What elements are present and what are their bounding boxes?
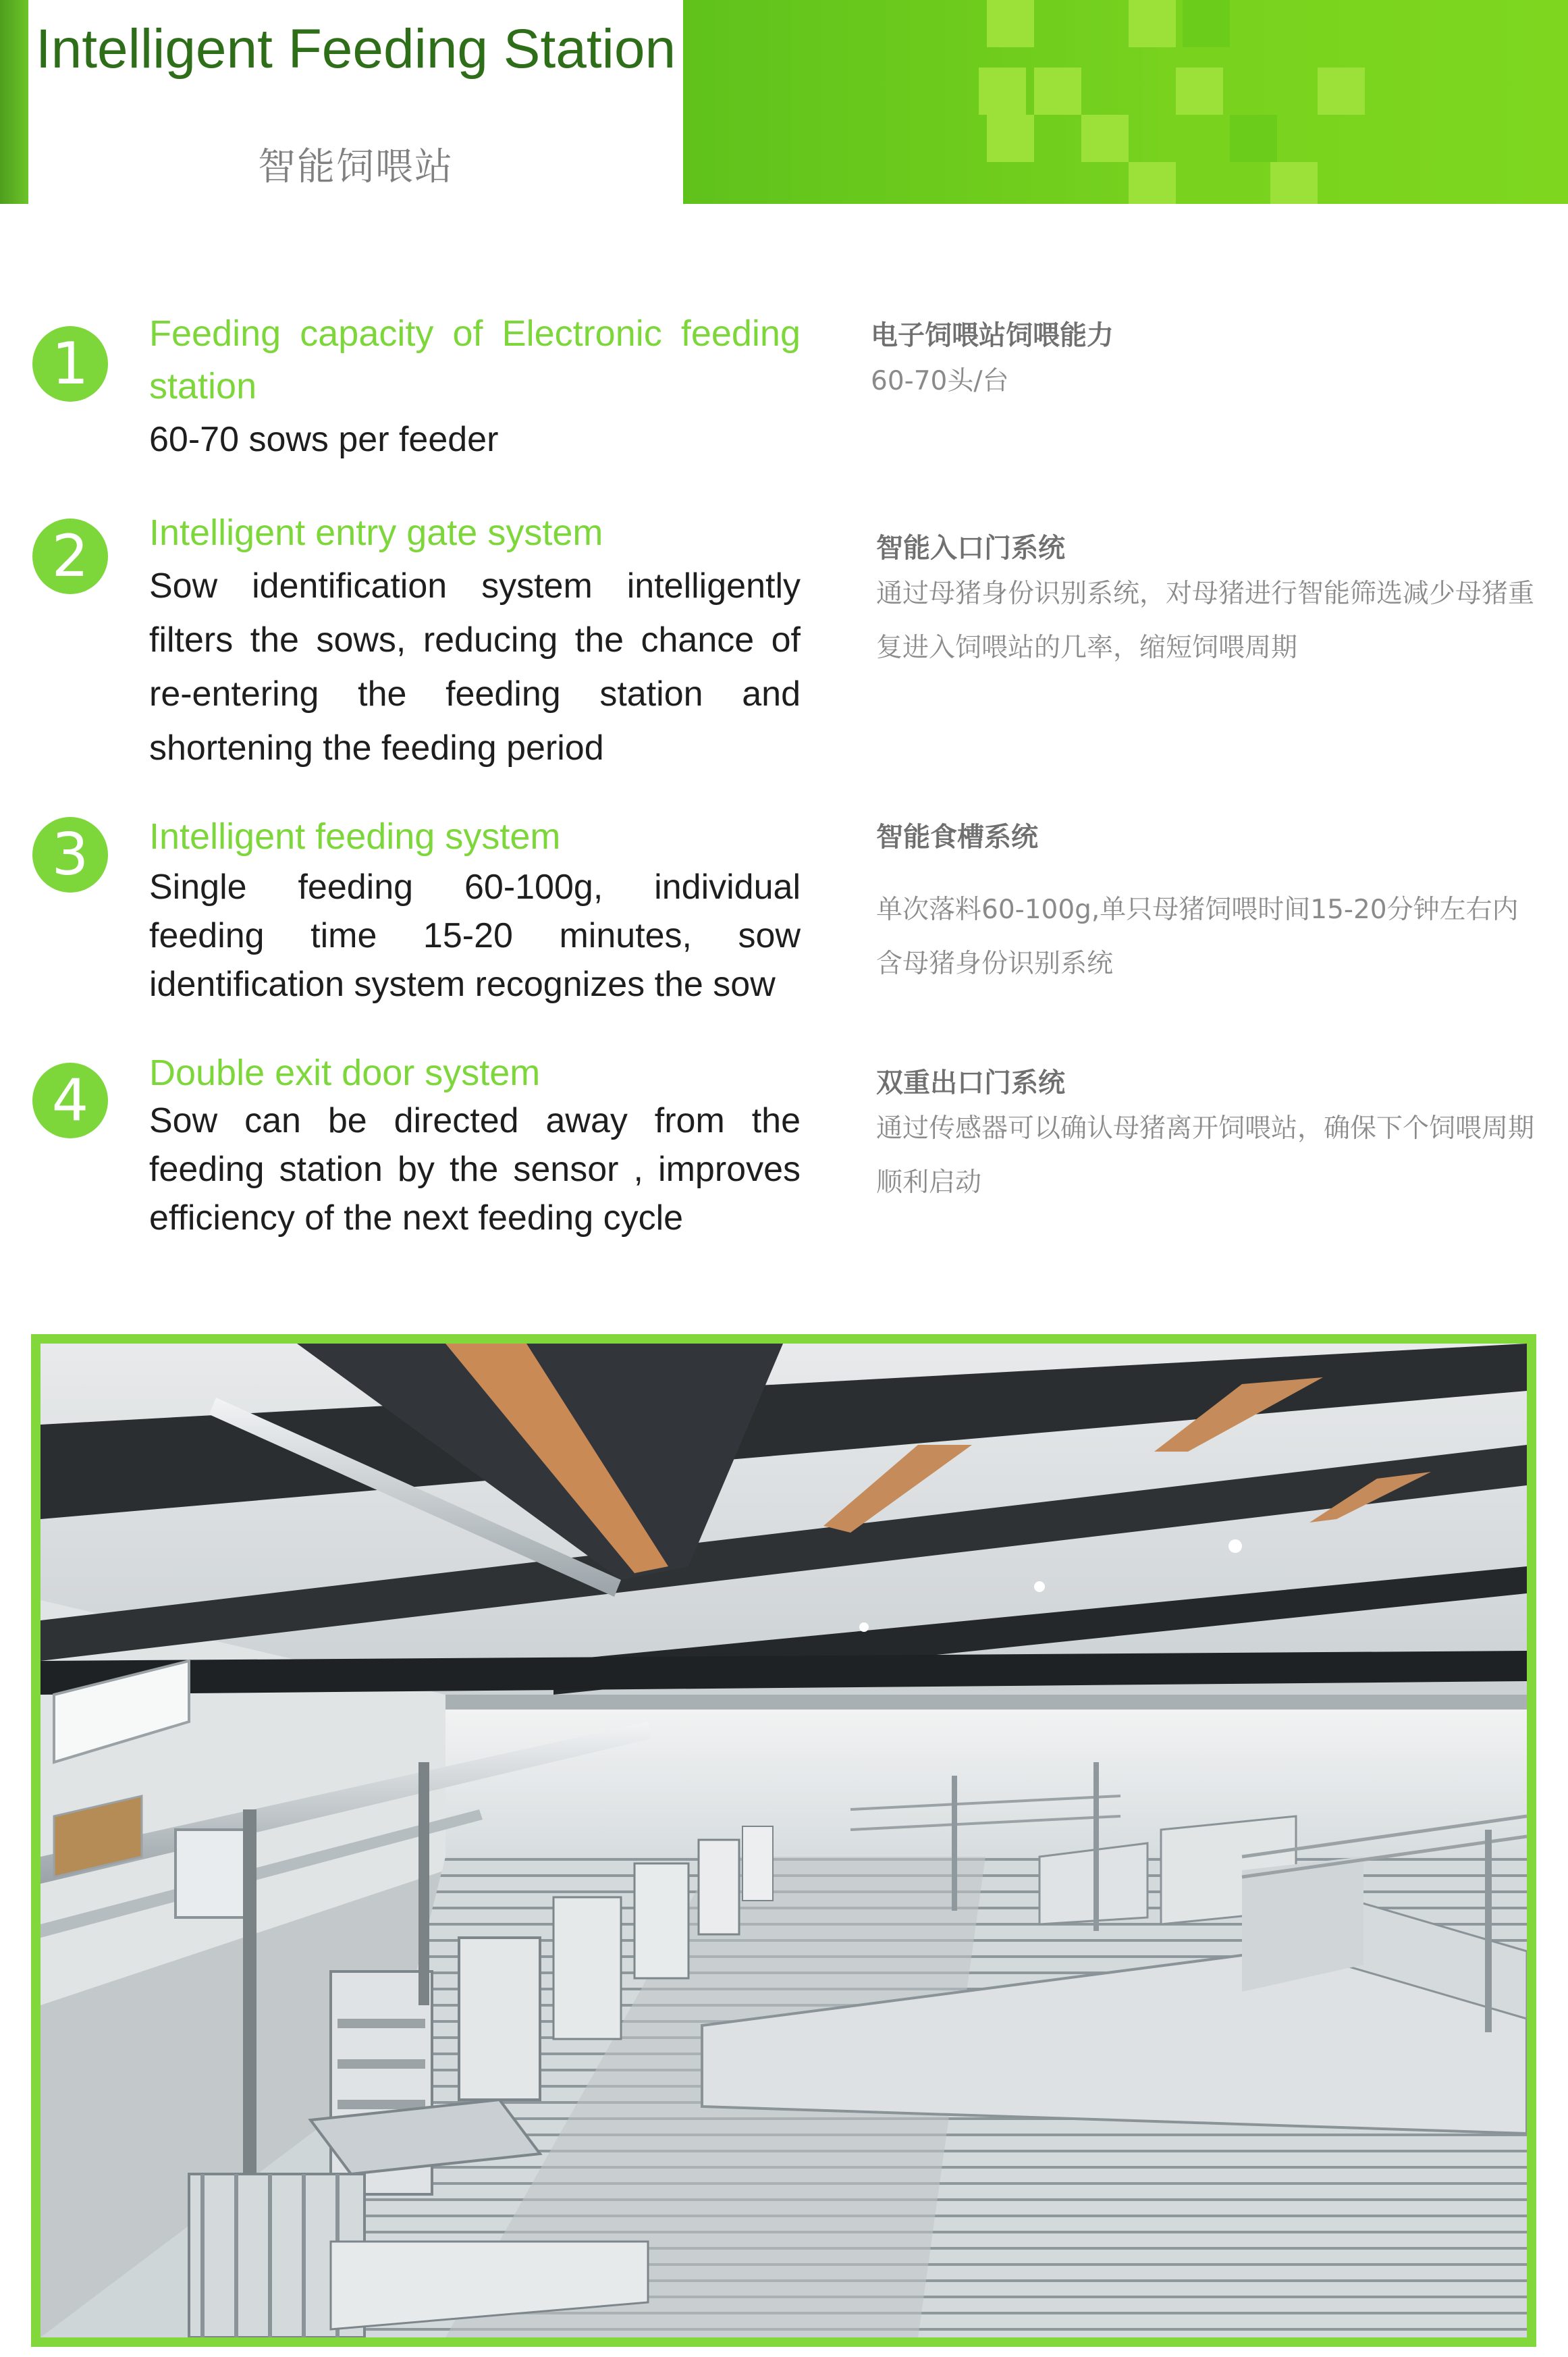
title-block	[28, 0, 683, 204]
feature-body-cn: 通过传感器可以确认母猪离开饲喂站，确保下个饲喂周期顺利启动	[876, 1113, 1535, 1198]
feature-title-en: Double exit door system	[149, 1053, 541, 1093]
page-title-cn: 智能饲喂站	[258, 145, 454, 189]
feature-en	[149, 810, 801, 1009]
feature-body-cn: 通过母猪身份识别系统，对母猪进行智能筛选减少母猪重复进入饲喂站的几率，缩短饲喂周期	[876, 579, 1535, 663]
feature-cn	[876, 1064, 1538, 1210]
number-badge: 2	[32, 519, 108, 594]
page-title-en: Intelligent Feeding Station	[35, 18, 676, 80]
feature-body-en: Sow can be directed away from the feeding station by the sensor , improves efficiency of the next feeding cycle	[149, 1101, 801, 1238]
number-badge: 3	[32, 817, 108, 893]
header-accent-bar	[0, 0, 28, 204]
feature-title-cn: 智能食槽系统	[876, 822, 1038, 853]
feature-en	[149, 307, 801, 467]
feature-title-cn: 智能入口门系统	[876, 533, 1065, 564]
feature-cn	[871, 317, 1532, 408]
feature-title-cn: 双重出口门系统	[876, 1067, 1065, 1098]
number-badge: 4	[32, 1063, 108, 1138]
feature-title-en: Intelligent feeding system	[149, 816, 561, 857]
feature-cn	[876, 818, 1538, 991]
feature-body-en: Single feeding 60-100g, individual feeding time 15-20 minutes, sow identification system recognizes the sow	[149, 868, 801, 1004]
feature-en	[149, 506, 801, 775]
feature-body-cn: 60-70头/台	[871, 366, 1009, 396]
feature-en	[149, 1049, 801, 1242]
barn-interior-photo	[40, 1344, 1527, 2337]
feature-body-cn: 单次落料60-100g,单只母猪饲喂时间15-20分钟左右内含母猪身份识别系统	[876, 895, 1519, 979]
barn-photo-frame	[31, 1334, 1536, 2347]
feature-body-en: 60-70 sows per feeder	[149, 420, 499, 459]
feature-cn	[876, 529, 1538, 675]
feature-body-en: Sow identification system intelligently filters the sows, reducing the chance of re-entering the feeding station and shortening the feeding period	[149, 566, 801, 768]
feature-title-cn: 电子饲喂站饲喂能力	[871, 320, 1114, 351]
number-badge: 1	[32, 326, 108, 402]
header-green-panel	[683, 0, 1568, 204]
feature-title-en: Intelligent entry gate system	[149, 512, 603, 553]
feature-title-en: Feeding capacity of Electronic feeding station	[149, 313, 801, 406]
page-header	[0, 0, 1568, 204]
